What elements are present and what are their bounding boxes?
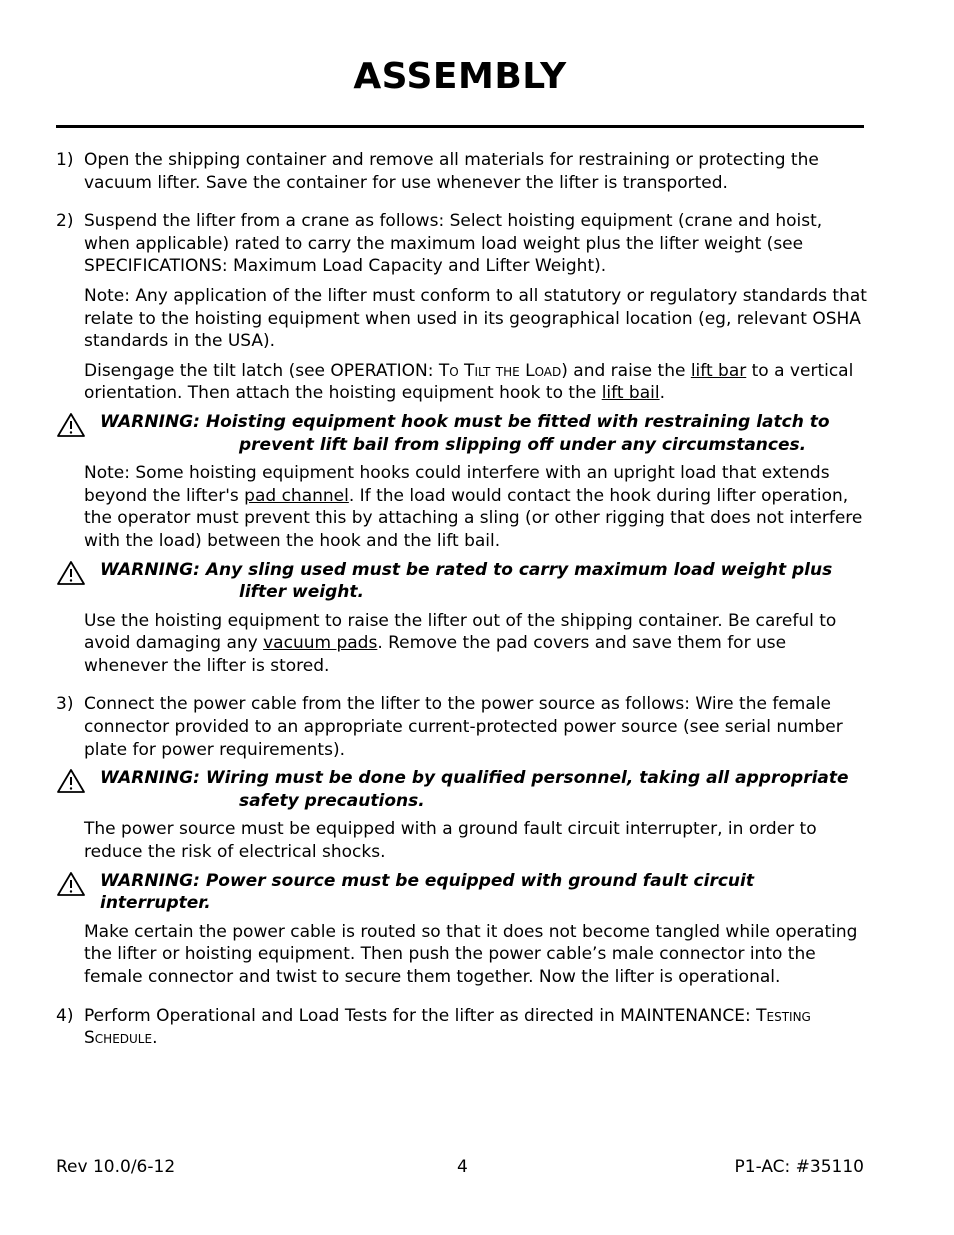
text-run: . [152,1028,158,1049]
step-2-continued [56,462,868,552]
step-number: 4) [56,1005,74,1026]
step-paragraph: The power source must be equipped with a ground fault circuit interrupter, in order to reduce the risk of electrical shocks. [84,819,817,863]
text-run: Use the hoisting equipment to raise the lifter out of the shipping container. Be careful to avoid damaging any [84,610,837,654]
warning-text-continued: lifter weight. [239,582,364,603]
title-divider [56,125,864,128]
text-run: to a vertical orientation. Then attach the hoisting equipment hook to the [84,360,854,404]
step-number: 1) [56,150,74,170]
step-3-continued [56,921,868,989]
step-paragraph: Make certain the power cable is routed so that it does not become tangled while operating the lifter or hoisting equipment. Then push the power cable’s male connector into the female connector and twist to secure them together. Now the lifter is operational. [84,921,858,987]
step-paragraph [84,360,868,405]
warning-triangle-icon [56,560,86,586]
note-paragraph [84,462,868,552]
assembly-steps [56,149,868,1050]
warning-text: WARNING: Any sling used must be rated to carry maximum load weight plus [100,559,833,580]
warning-text: WARNING: Power source must be equipped with ground fault circuit interrupter. [100,870,754,914]
step-number: 3) [56,694,74,715]
step-2-continued [56,610,868,678]
warning-text-continued: safety precautions. [239,790,425,811]
text-run: . If the load would contact the hook during lifter operation, the operator must prevent this by attaching a sling (or other rigging that does not interfere with the load) between the hook and the lift bail. [84,485,863,551]
pad-channel-term: pad channel [244,485,349,506]
warning-triangle-icon [56,412,86,438]
warning-text: WARNING: Wiring must be done by qualified personnel, taking all appropriate [100,768,849,789]
step-text: Connect the power cable from the lifter to the power source as follows: Wire the female connector provided to an appropriate current-protected power source (see serial number plate for power requirements). [84,694,843,760]
warning-triangle-icon [56,871,86,897]
step-4 [56,1005,868,1050]
page-title: ASSEMBLY [353,56,567,97]
step-1 [56,149,868,194]
text-run: . [659,383,665,404]
warning-block [56,411,868,456]
section-reference: To Tilt the Load [438,360,562,381]
step-text: Suspend the lifter from a crane as follows: Select hoisting equipment (crane and hoist, when applicable) rated to carry the maximum load weight plus the lifter weight (see SPECIFICATIONS: Maximum Load Capacity and Lifter Weight). [84,211,823,277]
footer-model-number: P1-AC: #35110 [734,1157,864,1177]
step-text [84,1005,868,1050]
vacuum-pads-term: vacuum pads [263,633,378,654]
warning-block [56,559,868,604]
warning-block [56,767,868,812]
lift-bar-term: lift bar [690,360,747,381]
text-run: Note: Some hoisting equipment hooks could interfere with an upright load that extends beyond the lifter's [84,463,830,506]
text-run: . Remove the pad covers and save them for use whenever the lifter is stored. [84,633,787,676]
text-run: Disengage the tilt latch (see OPERATION: [84,360,439,381]
lift-bail-term: lift bail [601,383,660,404]
warning-triangle-icon [56,768,86,794]
step-paragraph [84,610,868,678]
step-2 [56,210,868,405]
step-3 [56,693,868,761]
step-number: 2) [56,211,74,232]
warning-block [56,870,868,915]
footer-page-number: 4 [457,1157,468,1177]
section-reference: Testing Schedule [84,1005,811,1049]
step-text: Open the shipping container and remove all materials for restraining or protecting the vacuum lifter. Save the container for use whenever the lifter is transported. [84,150,819,193]
note-paragraph: Note: Any application of the lifter must conform to all statutory or regulatory standards that relate to the hoisting equipment when used in its geographical location (eg, relevant OSHA standards in the USA). [84,285,867,352]
text-run: Perform Operational and Load Tests for the lifter as directed in MAINTENANCE: [84,1005,757,1026]
footer-revision: Rev 10.0/6-12 [56,1157,176,1177]
warning-text-continued: prevent lift bail from slipping off under any circumstances. [239,434,807,455]
text-run: ) and raise the [561,360,691,381]
step-3-continued [56,818,868,863]
warning-text: WARNING: Hoisting equipment hook must be fitted with restraining latch to [100,411,830,432]
